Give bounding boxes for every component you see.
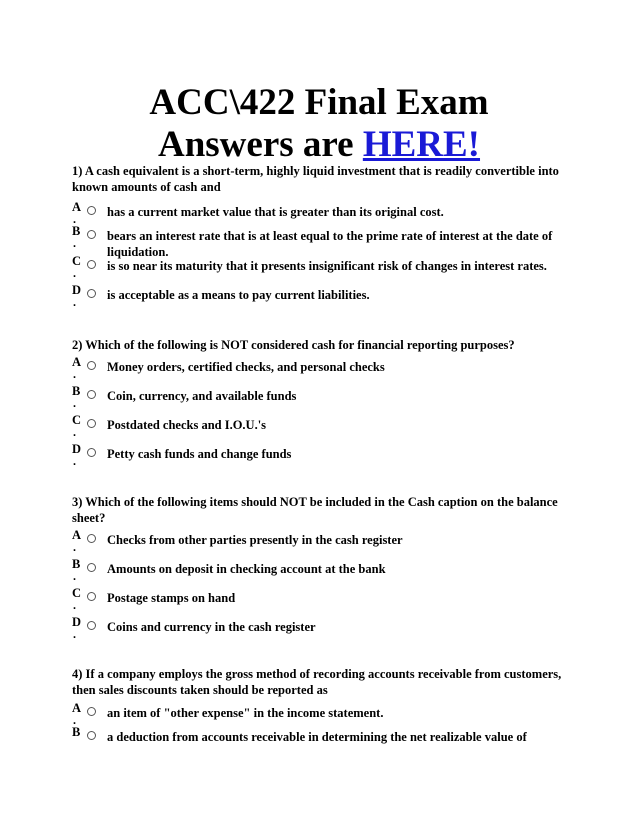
radio-button[interactable] [87, 361, 96, 370]
option-letter: B [72, 384, 81, 398]
question-4-text: 4) If a company employs the gross method of recording accounts receivable from customers, then sales discounts taken should be reported as [72, 667, 562, 697]
option-letter: C [72, 413, 82, 427]
answers-prefix: Answers are [157, 124, 363, 165]
option-letter: D [72, 442, 82, 456]
option-letter: D [72, 283, 82, 297]
option-letter: A [72, 355, 82, 369]
option-letter: A [72, 200, 82, 214]
option-letter-dot: . [73, 454, 76, 468]
radio-button[interactable] [87, 260, 96, 269]
radio-button[interactable] [87, 206, 96, 215]
radio-button[interactable] [87, 707, 96, 716]
option-text: a deduction from accounts receivable in determining the net realizable value of [107, 730, 527, 744]
option-letter-dot: . [73, 598, 76, 612]
option-text: an item of "other expense" in the income statement. [107, 706, 384, 720]
answers-line [0, 124, 638, 166]
option-letter: A [72, 528, 82, 542]
question-3-text: 3) Which of the following items should NOT be included in the Cash caption on the balance sheet? [72, 495, 558, 525]
option-letter-dot: . [73, 367, 76, 381]
radio-button[interactable] [87, 390, 96, 399]
radio-button[interactable] [87, 563, 96, 572]
option-letter-dot: . [73, 212, 76, 226]
radio-button[interactable] [87, 230, 96, 239]
option-text: is acceptable as a means to pay current liabilities. [107, 288, 370, 302]
option-letter: B [72, 224, 81, 238]
option-letter-dot: . [73, 540, 76, 554]
question-1-text: 1) A cash equivalent is a short-term, highly liquid investment that is readily convertible into known amounts of cash and [72, 164, 559, 194]
option-text: Coins and currency in the cash register [107, 620, 316, 634]
option-letter-dot: . [73, 396, 76, 410]
radio-button[interactable] [87, 731, 96, 740]
radio-button[interactable] [87, 534, 96, 543]
radio-button[interactable] [87, 448, 96, 457]
option-text: Money orders, certified checks, and personal checks [107, 360, 385, 374]
radio-button[interactable] [87, 592, 96, 601]
option-letter: C [72, 586, 82, 600]
option-letter: A [72, 701, 82, 715]
option-text: Amounts on deposit in checking account at the bank [107, 562, 386, 576]
radio-button[interactable] [87, 419, 96, 428]
option-letter: D [72, 615, 82, 629]
option-letter: C [72, 254, 82, 268]
option-letter: B [72, 725, 81, 739]
option-letter: B [72, 557, 81, 571]
option-text: is so near its maturity that it presents insignificant risk of changes in interest rates. [107, 259, 547, 273]
option-text: Checks from other parties presently in the cash register [107, 533, 403, 547]
option-text: Postage stamps on hand [107, 591, 236, 605]
option-text: Postdated checks and I.O.U.'s [107, 418, 267, 432]
option-text: Coin, currency, and available funds [107, 389, 297, 403]
option-text: bears an interest rate that is at least equal to the prime rate of interest at the date of liquidation. [107, 229, 553, 259]
option-letter-dot: . [73, 425, 76, 439]
option-letter-dot: . [73, 569, 76, 583]
option-text: has a current market value that is greater than its original cost. [107, 205, 444, 219]
radio-button[interactable] [87, 289, 96, 298]
option-letter-dot: . [73, 236, 76, 250]
option-letter-dot: . [73, 295, 76, 309]
option-letter-dot: . [73, 713, 76, 727]
option-text: Petty cash funds and change funds [107, 447, 292, 461]
answers-here-link[interactable]: HERE! [362, 124, 481, 165]
exam-title: ACC\422 Final Exam [149, 82, 489, 123]
option-letter-dot: . [73, 266, 76, 280]
question-2-text: 2) Which of the following is NOT considered cash for financial reporting purposes? [72, 338, 515, 352]
option-letter-dot: . [73, 627, 76, 641]
radio-button[interactable] [87, 621, 96, 630]
